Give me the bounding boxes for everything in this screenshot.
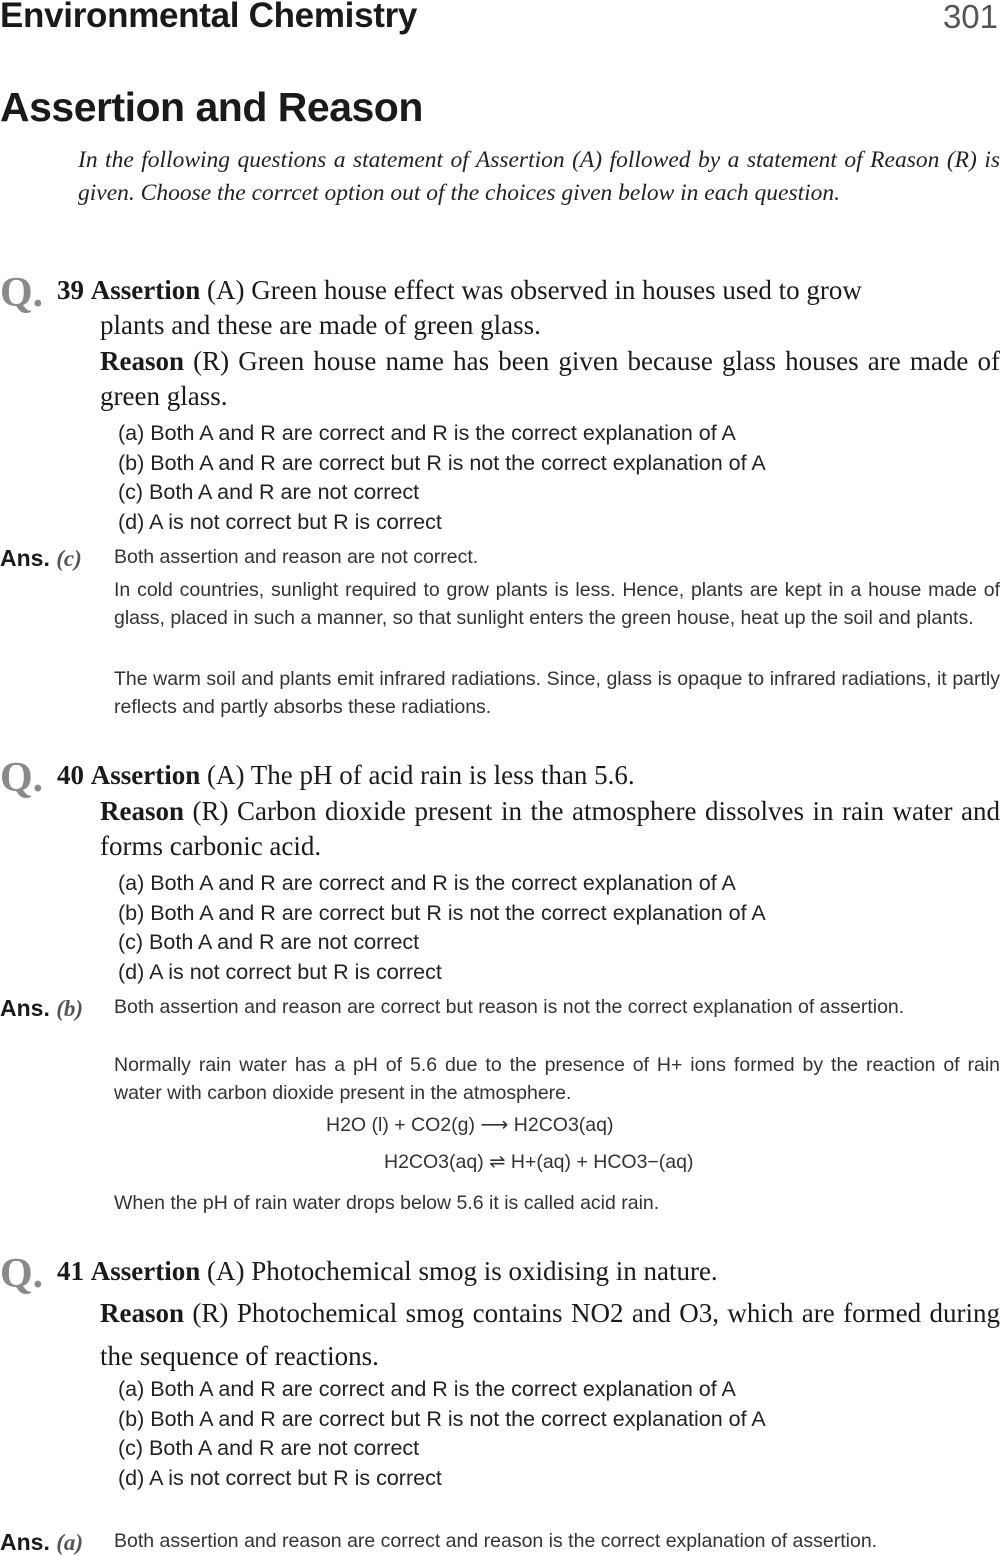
question-39-options — [118, 419, 988, 537]
assertion-text-cont: plants and these are made of green glass. — [100, 310, 541, 340]
assertion-label: Assertion — [90, 275, 201, 305]
reason-label: Reason — [100, 796, 185, 826]
question-40-reason — [100, 794, 1000, 864]
option-a: (a) Both A and R are correct and R is the correct explanation of A — [118, 421, 736, 445]
assertion-label: Assertion — [90, 1256, 201, 1286]
question-41-reason — [100, 1292, 1000, 1378]
chemical-equation: H2CO3(aq) ⇌ H+(aq) + HCO3−(aq) — [384, 1151, 694, 1173]
question-39-reason — [100, 344, 1000, 414]
option-b: (b) Both A and R are correct but R is not the correct explanation of A — [118, 900, 766, 925]
option-d: (d) A is not correct but R is correct — [118, 1465, 442, 1490]
section-instructions: In the following questions a statement of Assertion (A) followed by a statement of Reason (R) is given. Choose the corrcet option out of the choices given below in each question. — [78, 147, 1000, 206]
option-a: (a) Both A and R are correct and R is the correct explanation of A — [118, 871, 736, 895]
question-number: 40 — [57, 760, 84, 790]
chemical-equation: H2O (l) + CO2(g) ⟶ H2CO3(aq) — [326, 1114, 614, 1136]
assertion-text: (A) The pH of acid rain is less than 5.6. — [207, 760, 635, 790]
answer-text: Both assertion and reason are correct and reason is the correct explanation of assertion. — [114, 1530, 878, 1552]
answer-letter: (c) — [56, 546, 82, 571]
reason-label: Reason — [100, 1298, 185, 1328]
option-a: (a) Both A and R are correct and R is the correct explanation of A — [118, 1377, 736, 1401]
question-40-assertion — [57, 758, 1000, 793]
answer-text: Both assertion and reason are not correct. — [114, 546, 479, 568]
reason-text: (R) Carbon dioxide present in the atmosphere dissolves in rain water and forms carbonic acid. — [100, 796, 1000, 861]
answer-label: Ans. (a) — [0, 1529, 84, 1555]
option-d: (d) A is not correct but R is correct — [118, 509, 442, 534]
answer-letter: (a) — [56, 1530, 84, 1555]
option-c: (c) Both A and R are not correct — [118, 1436, 420, 1460]
explanation-paragraph: When the pH of rain water drops below 5.6 it is called acid rain. — [114, 1192, 660, 1214]
option-c: (c) Both A and R are not correct — [118, 480, 420, 504]
option-b: (b) Both A and R are correct but R is not the correct explanation of A — [118, 450, 766, 475]
option-d: (d) A is not correct but R is correct — [118, 959, 442, 984]
question-41-assertion — [57, 1254, 1000, 1289]
reason-text: (R) Green house name has been given because glass houses are made of green glass. — [100, 346, 1000, 411]
question-41-options — [118, 1375, 988, 1493]
answer-label: Ans. (b) — [0, 995, 84, 1021]
question-number: 41 — [57, 1256, 84, 1286]
assertion-text: (A) Photochemical smog is oxidising in nature. — [207, 1256, 718, 1286]
answer-label: Ans. (c) — [0, 545, 82, 571]
question-40-options — [118, 869, 988, 987]
explanation-paragraph: In cold countries, sunlight required to grow plants is less. Hence, plants are kept in a house made of glass, placed in such a manner, so that sunlight enters the green house, heat up the soil and plants. — [114, 579, 1000, 629]
assertion-label: Assertion — [90, 760, 201, 790]
question-marker: Q. — [0, 270, 44, 316]
question-marker: Q. — [0, 1251, 44, 1297]
page-number: 301 — [942, 0, 998, 35]
reason-text: (R) Photochemical smog contains NO2 and O3, which are formed during the sequence of reactions. — [100, 1298, 1000, 1371]
option-c: (c) Both A and R are not correct — [118, 930, 420, 954]
answer-text: Both assertion and reason are correct but reason is not the correct explanation of assertion. — [114, 996, 905, 1018]
chapter-title: Environmental Chemistry — [0, 0, 418, 35]
question-number: 39 — [57, 275, 84, 305]
reason-label: Reason — [100, 346, 185, 376]
assertion-text: (A) Green house effect was observed in houses used to grow — [207, 275, 862, 305]
question-39-assertion — [57, 273, 1000, 343]
section-title: Assertion and Reason — [0, 84, 423, 130]
explanation-paragraph: Normally rain water has a pH of 5.6 due to the presence of H+ ions formed by the reaction of rain water with carbon dioxide present in the atmosphere. — [114, 1054, 1000, 1104]
question-marker: Q. — [0, 755, 44, 801]
explanation-paragraph: The warm soil and plants emit infrared radiations. Since, glass is opaque to infrared radiations, it partly reflects and partly absorbs these radiations. — [114, 668, 1000, 718]
answer-letter: (b) — [56, 996, 84, 1021]
option-b: (b) Both A and R are correct but R is not the correct explanation of A — [118, 1406, 766, 1431]
